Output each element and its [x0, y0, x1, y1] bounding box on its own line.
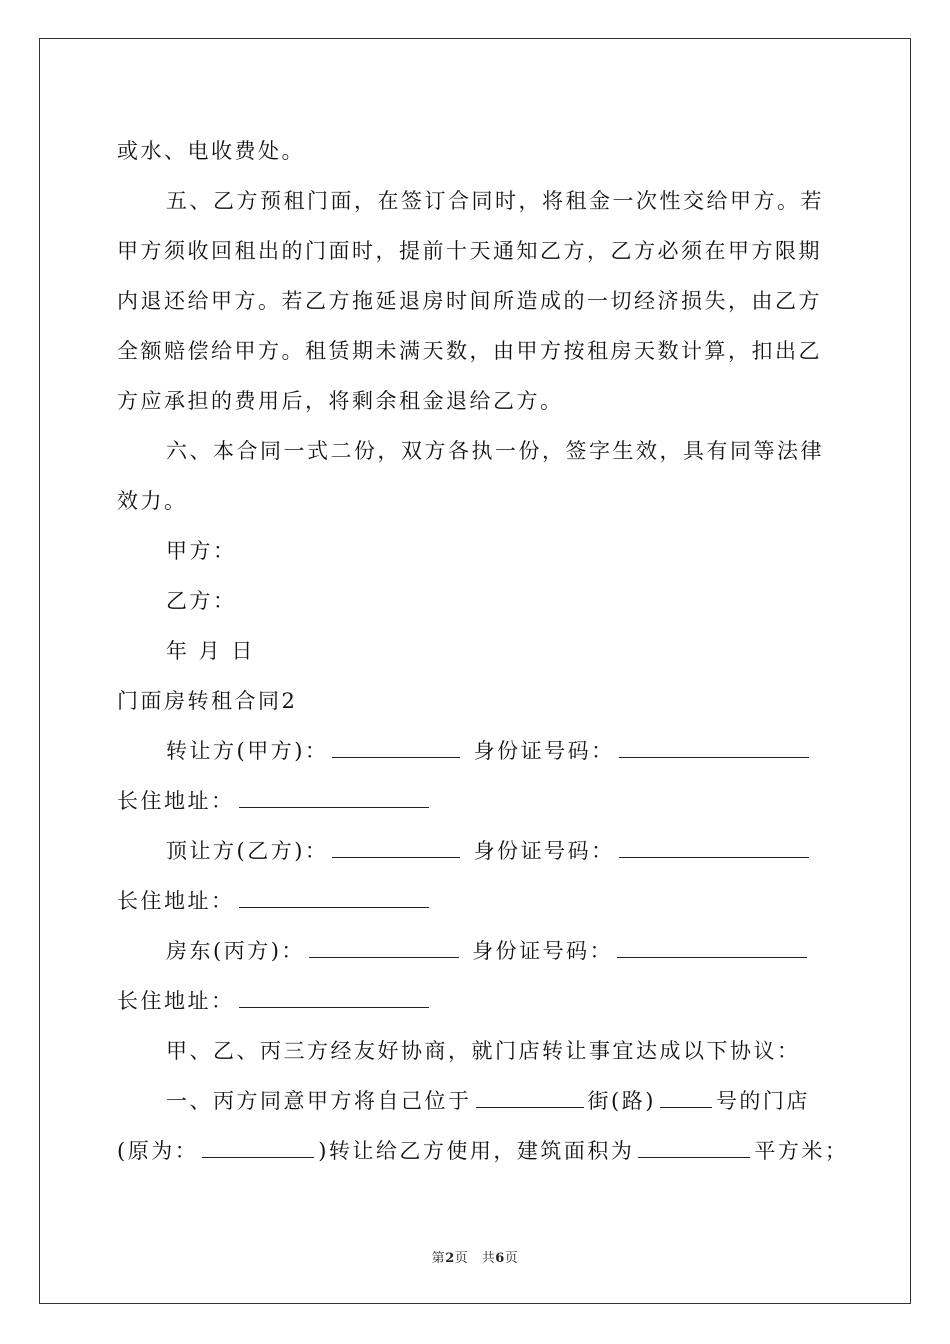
landlord-address-row: [117, 976, 837, 1026]
clause-1-line-2: [117, 1126, 849, 1176]
agreement-intro: 甲、乙、丙三方经友好协商，就门店转让事宜达成以下协议：: [166, 1039, 801, 1063]
landlord-label: 房东(丙方)：: [166, 939, 305, 963]
id-label: 身份证号码：: [473, 839, 615, 863]
original-use-blank: [202, 1139, 314, 1158]
section-title: 门面房转租合同2: [117, 689, 298, 713]
footer-text: 第: [431, 1251, 446, 1266]
signature-date: 年 月 日: [166, 639, 255, 663]
address-label: 长住地址：: [117, 889, 235, 913]
transferee-address-row: [117, 876, 837, 926]
transferee-label: 顶让方(乙方)：: [166, 839, 329, 863]
transferor-address-blank: [239, 789, 429, 808]
text-line: 甲方须收回租出的门面时，提前十天通知乙方，乙方必须在甲方限期: [117, 239, 822, 263]
page-footer: [0, 1247, 950, 1266]
text-line: 五、乙方预租门面，在签订合同时，将租金一次性交给甲方。若: [166, 189, 824, 213]
number-blank: [660, 1089, 712, 1108]
footer-text: 页: [504, 1251, 519, 1266]
transferor-id-blank: [619, 739, 809, 758]
id-label: 身份证号码：: [472, 939, 614, 963]
transferee-id-blank: [619, 839, 809, 858]
landlord-name-blank: [309, 939, 459, 958]
transferor-name-blank: [332, 739, 460, 758]
text-line: 效力。: [117, 489, 188, 513]
transferee-address-blank: [239, 889, 429, 908]
total-pages: 6: [495, 1251, 505, 1266]
footer-text: 页 共: [454, 1251, 496, 1266]
area-blank: [638, 1139, 750, 1158]
transferor-row: [117, 726, 837, 776]
transferor-label: 转让方(甲方)：: [166, 739, 329, 763]
text-line: 六、本合同一式二份，双方各执一份，签字生效，具有同等法律: [166, 439, 824, 463]
clause-text: (原为：: [117, 1139, 199, 1163]
party-b-signature: 乙方：: [166, 589, 237, 613]
text-line: 或水、电收费处。: [117, 139, 305, 163]
landlord-row: [117, 926, 837, 976]
transferor-address-row: [117, 776, 837, 826]
street-blank: [476, 1089, 584, 1108]
clause-text: 平方米；: [754, 1139, 849, 1163]
text-line: 方应承担的费用后，将剩余租金退给乙方。: [117, 389, 564, 413]
page-number: 2: [445, 1251, 455, 1266]
clause-text: 号的门店: [715, 1089, 810, 1113]
transferee-row: [117, 826, 837, 876]
party-a-signature: 甲方：: [166, 539, 237, 563]
clause-text: 街(路): [587, 1089, 656, 1113]
text-line: 内退还给甲方。若乙方拖延退房时间所造成的一切经济损失，由乙方: [117, 289, 822, 313]
document-body: [117, 126, 849, 1176]
address-label: 长住地址：: [117, 789, 235, 813]
clause-text: 一、丙方同意甲方将自己位于: [166, 1089, 472, 1113]
transferee-name-blank: [332, 839, 460, 858]
landlord-id-blank: [617, 939, 807, 958]
address-label: 长住地址：: [117, 989, 235, 1013]
text-line: 全额赔偿给甲方。租赁期未满天数，由甲方按租房天数计算，扣出乙: [117, 339, 822, 363]
clause-1-line-1: [117, 1076, 837, 1126]
clause-text: )转让给乙方使用，建筑面积为: [318, 1139, 635, 1163]
id-label: 身份证号码：: [473, 739, 615, 763]
landlord-address-blank: [239, 989, 429, 1008]
